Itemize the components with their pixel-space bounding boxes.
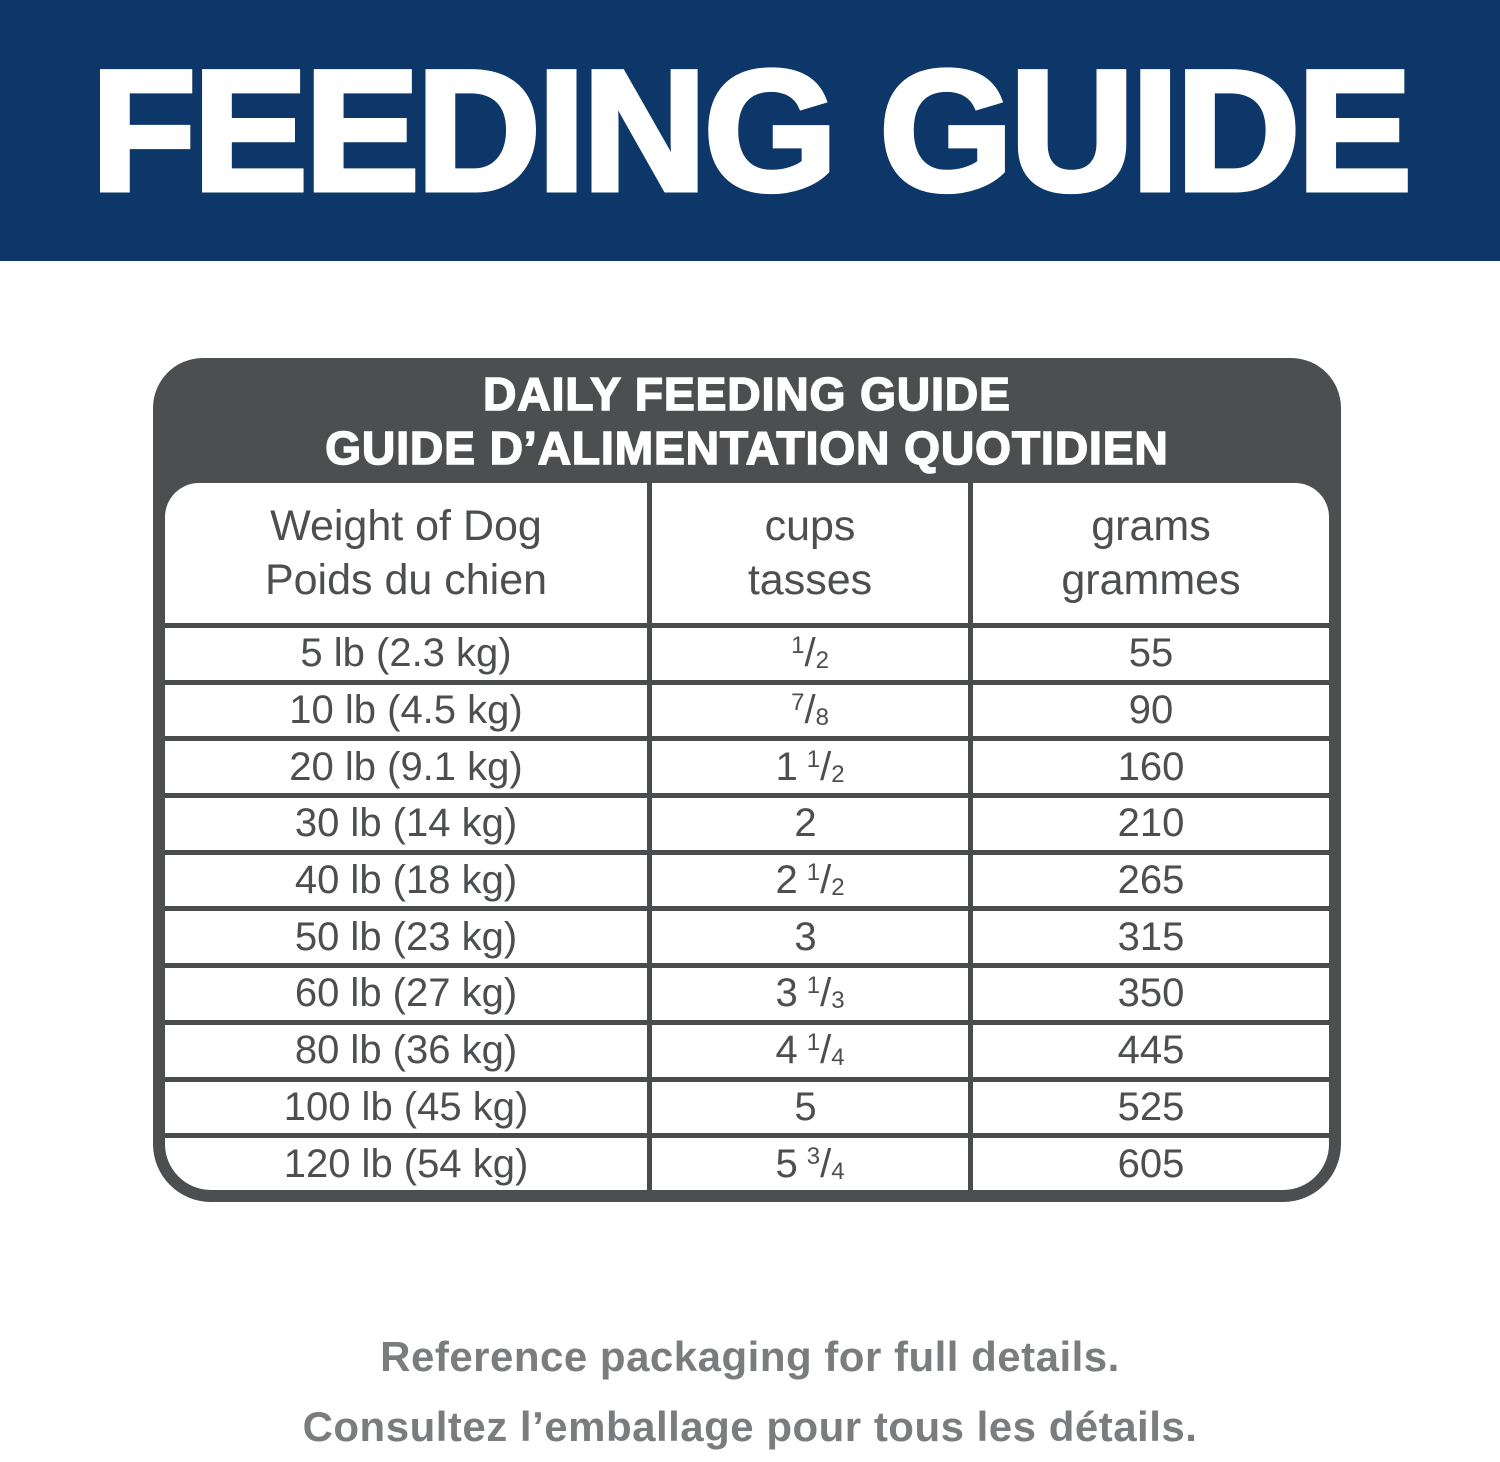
cups-cell	[647, 963, 973, 1020]
grams-value: 90	[1128, 688, 1174, 733]
cups-whole-value: 2	[794, 801, 817, 846]
grams-cell	[973, 906, 1329, 963]
cups-cell	[647, 736, 973, 793]
weight-cell	[165, 1020, 647, 1077]
fraction-denominator: 3	[831, 987, 845, 1015]
column-header-grams	[973, 483, 1329, 623]
feeding-table	[165, 483, 1329, 1190]
grams-cell	[973, 1077, 1329, 1134]
grams-cell	[973, 736, 1329, 793]
grams-value: 55	[1128, 631, 1174, 676]
weight-cell	[165, 963, 647, 1020]
weight-cell	[165, 1133, 647, 1190]
fraction-numerator: 1	[791, 632, 805, 660]
column-header-weight	[165, 483, 647, 623]
fraction-slash-icon	[820, 1028, 831, 1072]
grams-value: 350	[1117, 971, 1185, 1016]
fraction-denominator: 2	[831, 760, 845, 788]
weight-cell	[165, 1077, 647, 1134]
weight-value: 5 lb (2.3 kg)	[300, 631, 512, 676]
cups-fraction	[791, 631, 829, 676]
grams-cell	[973, 1133, 1329, 1190]
fraction-denominator: 8	[815, 704, 829, 732]
weight-cell	[165, 850, 647, 907]
cups-cell	[647, 1020, 973, 1077]
column-header-cups-en: cups	[764, 502, 856, 550]
fraction-numerator: 3	[806, 1142, 821, 1170]
cups-cell	[647, 623, 973, 680]
column-header-cups-fr: tasses	[747, 556, 873, 604]
grams-value: 210	[1117, 801, 1185, 846]
weight-value: 20 lb (9.1 kg)	[289, 744, 523, 789]
cups-cell	[647, 680, 973, 737]
weight-value: 100 lb (45 kg)	[283, 1084, 529, 1129]
grams-value: 605	[1117, 1141, 1185, 1186]
cups-whole-value: 5	[794, 1084, 817, 1129]
cups-whole-value: 3	[775, 971, 798, 1016]
fraction-slash-icon	[804, 631, 815, 675]
cups-cell	[647, 906, 973, 963]
cups-whole-value: 3	[794, 914, 817, 959]
cups-cell	[647, 793, 973, 850]
cups-whole-value: 4	[775, 1028, 798, 1073]
grams-value: 525	[1117, 1084, 1185, 1129]
grams-value: 445	[1117, 1028, 1185, 1073]
weight-cell	[165, 680, 647, 737]
cups-fraction	[807, 1142, 845, 1187]
cups-fraction	[791, 688, 829, 733]
card-title-french: GUIDE D’ALIMENTATION QUOTIDIEN	[325, 421, 1169, 474]
cups-cell	[647, 1133, 973, 1190]
fraction-denominator: 4	[831, 1157, 845, 1185]
footer-note-french: Consultez l’emballage pour tous les détails.	[302, 1403, 1198, 1450]
cups-fraction	[807, 1028, 845, 1073]
weight-value: 50 lb (23 kg)	[294, 914, 518, 959]
fraction-numerator: 7	[791, 689, 805, 717]
weight-cell	[165, 793, 647, 850]
grams-cell	[973, 850, 1329, 907]
fraction-denominator: 2	[815, 647, 829, 675]
weight-value: 120 lb (54 kg)	[283, 1141, 529, 1186]
grams-cell	[973, 680, 1329, 737]
column-header-weight-fr: Poids du chien	[264, 556, 548, 604]
weight-cell	[165, 736, 647, 793]
weight-value: 30 lb (14 kg)	[294, 801, 518, 846]
grams-cell	[973, 1020, 1329, 1077]
fraction-numerator: 1	[806, 859, 821, 887]
fraction-slash-icon	[820, 858, 831, 902]
banner-title: FEEDING GUIDE	[90, 34, 1410, 227]
weight-value: 40 lb (18 kg)	[294, 858, 518, 903]
weight-value: 10 lb (4.5 kg)	[289, 688, 523, 733]
grams-cell	[973, 623, 1329, 680]
column-header-cups	[647, 483, 973, 623]
fraction-denominator: 2	[831, 874, 845, 902]
fraction-numerator: 1	[806, 1029, 821, 1057]
grams-value: 315	[1117, 914, 1185, 959]
fraction-slash-icon	[804, 688, 815, 732]
footer-note-english: Reference packaging for full details.	[380, 1333, 1120, 1380]
weight-value: 60 lb (27 kg)	[294, 971, 518, 1016]
cups-fraction	[807, 858, 845, 903]
column-header-grams-en: grams	[1091, 502, 1211, 550]
fraction-numerator: 1	[806, 745, 821, 773]
cups-whole-value: 1	[775, 744, 798, 789]
grams-value: 265	[1117, 858, 1185, 903]
footer-note	[0, 1322, 1500, 1462]
grams-cell	[973, 963, 1329, 1020]
fraction-numerator: 1	[806, 972, 821, 1000]
cups-whole-value: 5	[775, 1141, 798, 1186]
card-title-english: DAILY FEEDING GUIDE	[483, 367, 1011, 420]
column-header-weight-en: Weight of Dog	[270, 502, 542, 550]
cups-cell	[647, 1077, 973, 1134]
cups-fraction	[807, 971, 845, 1016]
cups-cell	[647, 850, 973, 907]
fraction-slash-icon	[820, 971, 831, 1015]
grams-value: 160	[1117, 744, 1185, 789]
cups-whole-value: 2	[775, 858, 798, 903]
feeding-guide-banner	[0, 0, 1500, 261]
fraction-slash-icon	[820, 745, 831, 789]
column-header-grams-fr: grammes	[1061, 556, 1241, 604]
fraction-denominator: 4	[831, 1044, 845, 1072]
card-title	[165, 358, 1329, 483]
fraction-slash-icon	[820, 1142, 831, 1186]
cups-fraction	[807, 745, 845, 790]
grams-cell	[973, 793, 1329, 850]
daily-feeding-guide-card	[153, 358, 1341, 1202]
weight-cell	[165, 623, 647, 680]
weight-cell	[165, 906, 647, 963]
weight-value: 80 lb (36 kg)	[294, 1028, 518, 1073]
